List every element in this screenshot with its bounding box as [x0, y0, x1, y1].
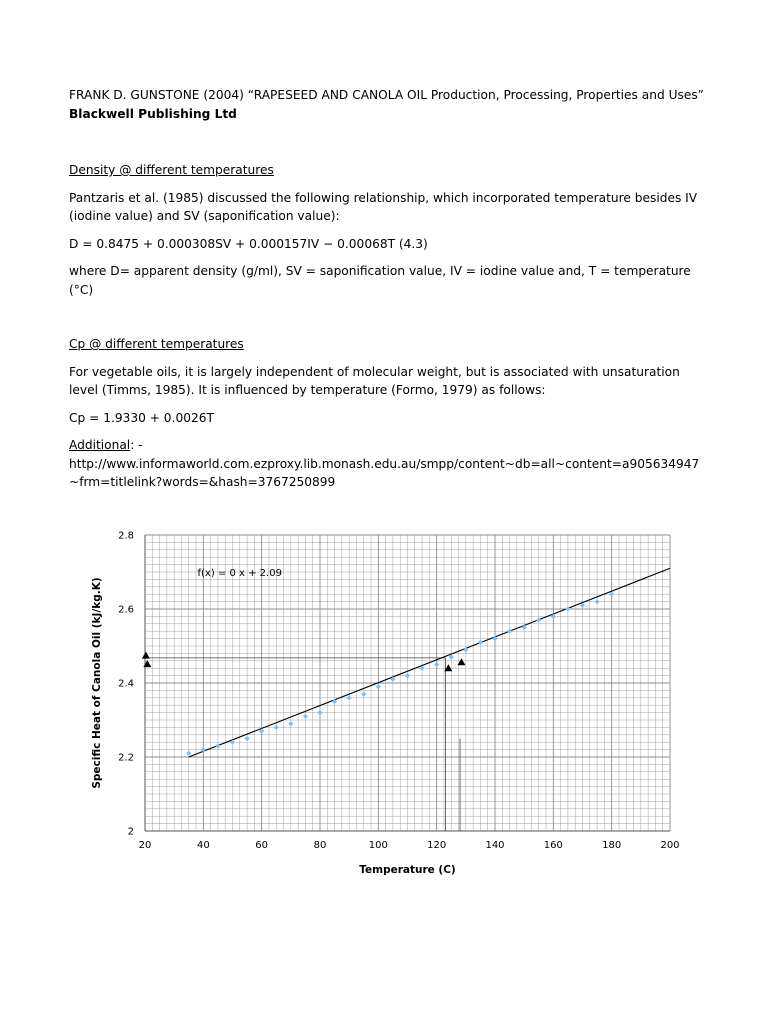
- data-point: [186, 751, 191, 756]
- x-tick-label: 100: [368, 840, 388, 851]
- triangle-marker: [142, 652, 150, 659]
- density-intro: Pantzaris et al. (1985) discussed the following relationship, which incorporated temperature besides IV (iodine value) and SV (saponification value):: [69, 190, 698, 223]
- y-tick-label: 2.8: [118, 530, 134, 542]
- additional-suffix: : -: [130, 438, 143, 452]
- y-tick-label: 2: [127, 826, 134, 838]
- x-tick-label: 140: [485, 840, 505, 851]
- data-point: [317, 710, 322, 715]
- citation-line-2: Blackwell Publishing Ltd: [69, 106, 237, 121]
- x-tick-label: 200: [660, 840, 680, 851]
- additional-line: [69, 436, 709, 455]
- additional-url[interactable]: http://www.informaworld.com.ezproxy.lib.monash.edu.au/smpp/content~db=all~content=a905634947~frm=titlelink?words=&hash=3767250899: [69, 456, 700, 489]
- data-point: [361, 692, 366, 697]
- additional-label: Additional: [69, 438, 131, 452]
- data-point: [536, 618, 541, 623]
- x-tick-label: 160: [543, 840, 563, 851]
- data-point: [594, 599, 599, 604]
- data-point: [303, 714, 308, 719]
- x-tick-label: 80: [313, 840, 327, 851]
- data-point: [507, 629, 512, 634]
- x-tick-label: 40: [196, 840, 210, 851]
- data-point: [405, 673, 410, 678]
- citation-line-1: FRANK D. GUNSTONE (2004) “RAPESEED AND CANOLA OIL Production, Processing, Properties and Uses”: [69, 88, 704, 102]
- data-point: [244, 736, 249, 741]
- grid-lines: [145, 535, 670, 831]
- y-tick-label: 2.2: [118, 752, 134, 764]
- chart-svg: [85, 520, 685, 885]
- x-tick-label: 60: [255, 840, 269, 851]
- x-tick-label: 20: [138, 840, 152, 851]
- density-heading: Density @ different temperatures: [69, 163, 274, 177]
- data-point: [215, 743, 220, 748]
- x-axis-title: Temperature (C): [359, 864, 456, 876]
- x-tick-label: 180: [602, 840, 622, 851]
- specific-heat-chart: [85, 520, 685, 885]
- density-definition: where D= apparent density (g/ml), SV = saponification value, IV = iodine value and, T = temperature (°C): [69, 264, 691, 297]
- trendline-equation-label: f(x) = 0 x + 2.09: [197, 568, 282, 579]
- density-equation: D = 0.8475 + 0.000308SV + 0.000157IV − 0.00068T (4.3): [69, 236, 428, 251]
- cp-intro: For vegetable oils, it is largely independent of molecular weight, but is associated with unsaturation level (Timms, 1985). It is influenced by temperature (Formo, 1979) as follows:: [69, 364, 680, 397]
- y-axis-title: Specific Heat of Canola Oil (kJ/kg.K): [91, 577, 103, 789]
- cp-heading: Cp @ different temperatures: [69, 337, 244, 351]
- data-point: [478, 640, 483, 645]
- cp-equation: Cp = 1.9330 + 0.0026T: [69, 410, 214, 425]
- document-body: [69, 86, 709, 492]
- y-tick-label: 2.4: [118, 678, 134, 690]
- data-point: [347, 695, 352, 700]
- y-tick-label: 2.6: [118, 604, 134, 616]
- data-point: [274, 725, 279, 730]
- data-point: [434, 662, 439, 667]
- data-point: [376, 684, 381, 689]
- data-point: [288, 721, 293, 726]
- x-tick-label: 120: [427, 840, 447, 851]
